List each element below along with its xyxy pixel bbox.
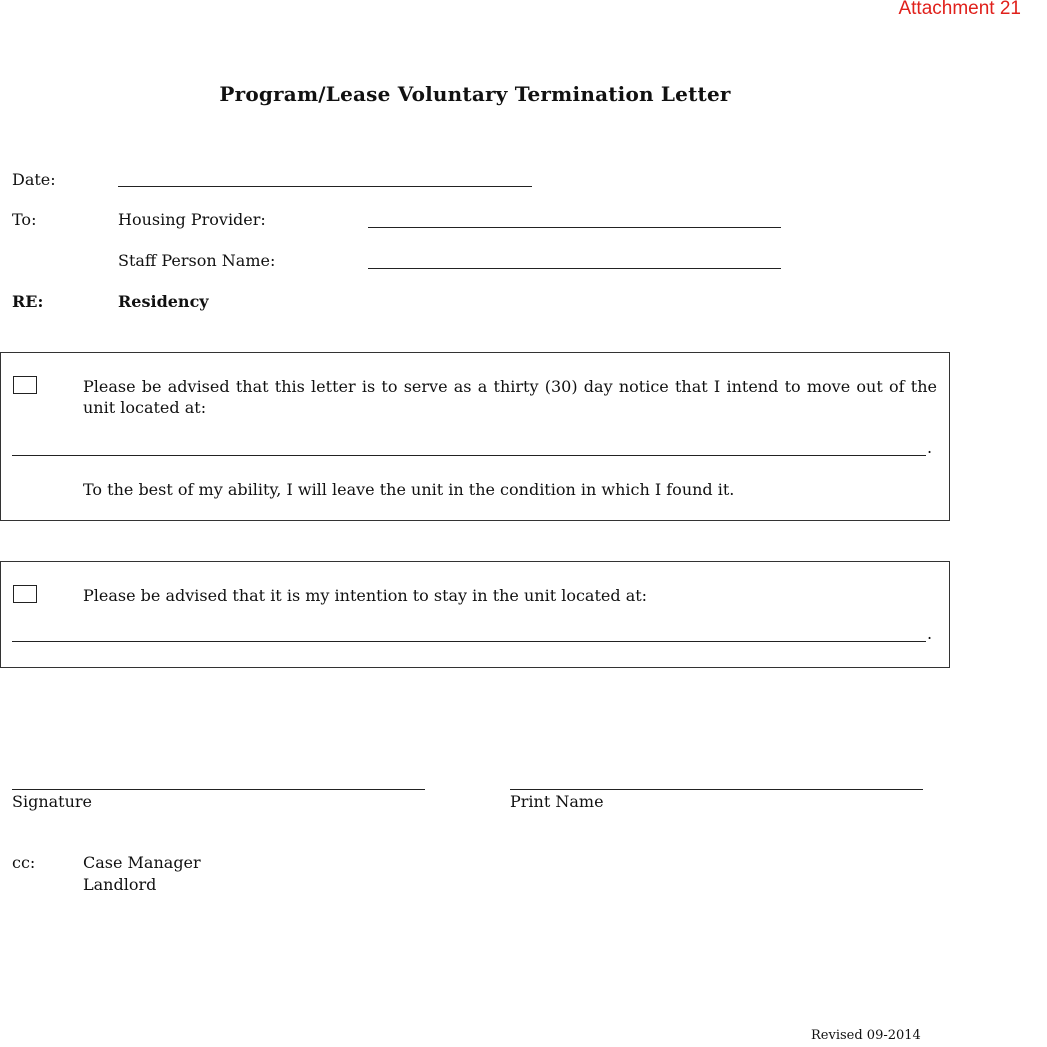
cc-recipient-case-manager: Case Manager <box>83 853 201 872</box>
housing-provider-label: Housing Provider: <box>118 210 266 229</box>
revised-date: Revised 09-2014 <box>811 1028 921 1043</box>
signature-field[interactable] <box>12 789 425 790</box>
move-out-period: . <box>927 438 933 457</box>
staff-person-field[interactable] <box>368 268 781 269</box>
date-field[interactable] <box>118 186 532 187</box>
signature-label: Signature <box>12 792 93 811</box>
move-out-text: Please be advised that this letter is to serve as a thirty (30) day notice that I intend to move out of the unit located at: <box>83 377 937 417</box>
staff-person-label: Staff Person Name: <box>118 251 276 270</box>
condition-text: To the best of my ability, I will leave the unit in the condition in which I found it. <box>83 480 735 499</box>
page-title: Program/Lease Voluntary Termination Letter <box>219 82 731 106</box>
stay-checkbox[interactable] <box>13 585 37 603</box>
print-name-label: Print Name <box>510 792 604 811</box>
to-label: To: <box>12 210 37 229</box>
stay-address-field[interactable] <box>12 641 926 642</box>
stay-text: Please be advised that it is my intention to stay in the unit located at: <box>83 586 648 605</box>
re-label: RE: <box>12 292 44 311</box>
cc-recipient-landlord: Landlord <box>83 875 157 894</box>
move-out-checkbox[interactable] <box>13 376 37 394</box>
cc-label: cc: <box>12 853 36 872</box>
attachment-label: Attachment 21 <box>898 0 1021 19</box>
housing-provider-field[interactable] <box>368 227 781 228</box>
move-out-address-field[interactable] <box>12 455 926 456</box>
stay-period: . <box>927 624 933 643</box>
re-value: Residency <box>118 292 209 311</box>
print-name-field[interactable] <box>510 789 923 790</box>
stay-section <box>0 561 950 668</box>
date-label: Date: <box>12 170 56 189</box>
